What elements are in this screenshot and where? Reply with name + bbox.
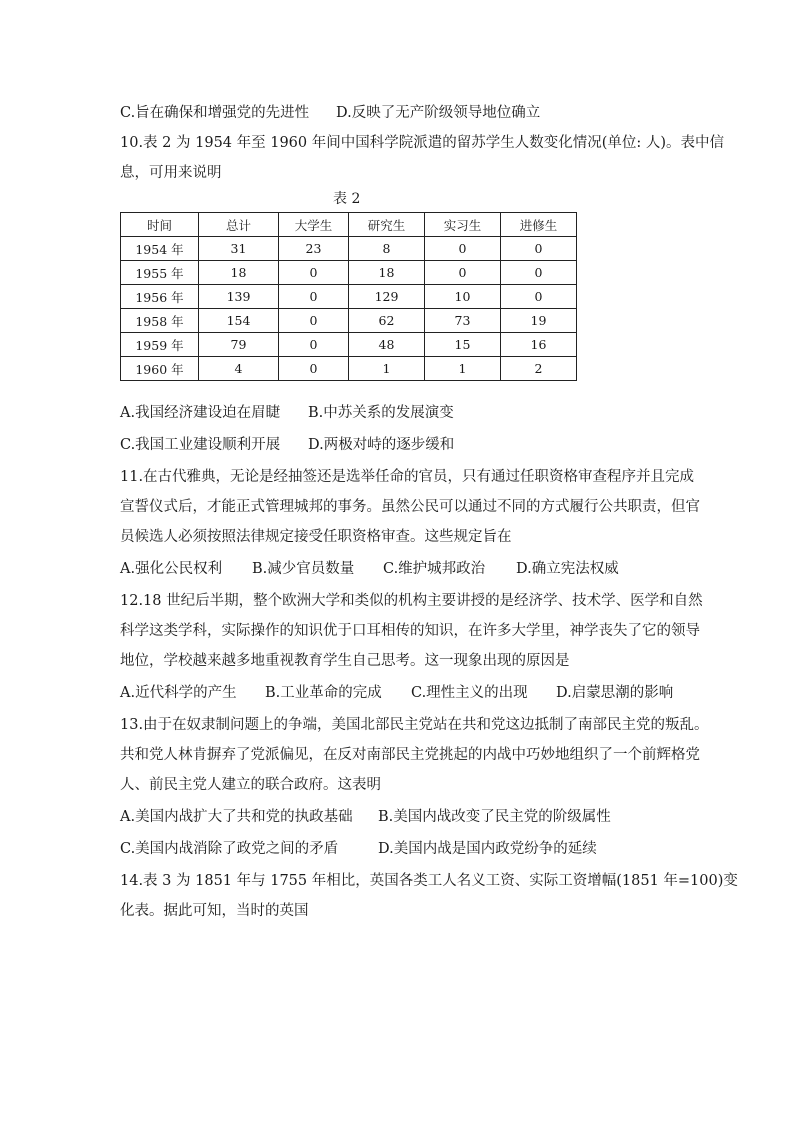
q12-stem-line-1: 12.18 世纪后半期，整个欧洲大学和类似的机构主要讲授的是经济学、技术学、医学和自然 <box>120 593 703 609</box>
header-cell: 总计 <box>199 213 279 237</box>
table-cell: 18 <box>349 261 425 285</box>
table-cell: 1 <box>349 357 425 381</box>
q10-option-d: D.两极对峙的逐步缓和 <box>308 437 455 453</box>
table-cell: 1 <box>425 357 501 381</box>
table-row <box>121 309 577 333</box>
table-cell: 0 <box>425 261 501 285</box>
table-row <box>121 357 577 381</box>
q11-option-b: B.减少官员数量 <box>252 561 355 577</box>
table-cell: 129 <box>349 285 425 309</box>
table-cell: 16 <box>501 333 577 357</box>
table-cell: 1955 年 <box>121 261 199 285</box>
q13-option-a: A.美国内战扩大了共和党的执政基础 <box>120 809 353 825</box>
q10-option-c: C.我国工业建设顺利开展 <box>120 437 281 453</box>
q14-stem-line-2: 化表。据此可知，当时的英国 <box>120 903 309 919</box>
q11-option-c: C.维护城邦政治 <box>383 561 486 577</box>
table-row <box>121 261 577 285</box>
table-cell: 0 <box>501 261 577 285</box>
q13-stem-line-2: 共和党人林肯摒弃了党派偏见，在反对南部民主党挑起的内战中巧妙地组织了一个前辉格党 <box>120 747 700 763</box>
q11-option-a: A.强化公民权利 <box>120 561 223 577</box>
header-cell: 实习生 <box>425 213 501 237</box>
q11-stem-line-2: 宣誓仪式后，才能正式管理城邦的事务。虽然公民可以通过不同的方式履行公共职责，但官 <box>120 499 700 515</box>
q13-stem-line-1: 13.由于在奴隶制问题上的争端，美国北部民主党站在共和党这边抵制了南部民主党的叛乱。 <box>120 717 709 733</box>
q9-option-d: D.反映了无产阶级领导地位确立 <box>336 105 541 121</box>
table-cell: 2 <box>501 357 577 381</box>
table-cell: 1954 年 <box>121 237 199 261</box>
q12-option-d: D.启蒙思潮的影响 <box>556 685 674 701</box>
table-cell: 1959 年 <box>121 333 199 357</box>
table-row <box>121 285 577 309</box>
q12-stem-line-3: 地位，学校越来越多地重视教育学生自己思考。这一现象出现的原因是 <box>120 653 570 669</box>
table-row <box>121 237 577 261</box>
table-cell: 62 <box>349 309 425 333</box>
q14-stem-line-1: 14.表 3 为 1851 年与 1755 年相比，英国各类工人名义工资、实际工资增幅(1851 年=100)变 <box>120 873 738 889</box>
header-cell: 研究生 <box>349 213 425 237</box>
q10-option-b: B.中苏关系的发展演变 <box>308 405 454 421</box>
study-abroad-table <box>120 212 577 381</box>
table-caption: 表 2 <box>333 191 361 207</box>
header-cell: 时间 <box>121 213 199 237</box>
q11-option-d: D.确立宪法权威 <box>516 561 619 577</box>
table-cell: 19 <box>501 309 577 333</box>
table-cell: 139 <box>199 285 279 309</box>
table-cell: 10 <box>425 285 501 309</box>
table-cell: 1960 年 <box>121 357 199 381</box>
q13-option-b: B.美国内战改变了民主党的阶级属性 <box>378 809 611 825</box>
header-cell: 进修生 <box>501 213 577 237</box>
q12-stem-line-2: 科学这类学科，实际操作的知识优于口耳相传的知识，在许多大学里，神学丧失了它的领导 <box>120 623 700 639</box>
header-cell: 大学生 <box>279 213 349 237</box>
table-cell: 0 <box>501 285 577 309</box>
table-cell: 31 <box>199 237 279 261</box>
q13-option-c: C.美国内战消除了政党之间的矛盾 <box>120 841 339 857</box>
table-cell: 1956 年 <box>121 285 199 309</box>
table-cell: 23 <box>279 237 349 261</box>
q10-stem-line-1: 10.表 2 为 1954 年至 1960 年间中国科学院派遣的留苏学生人数变化情况(单位: 人)。表中信 <box>120 135 725 151</box>
table-cell: 0 <box>279 357 349 381</box>
q9-option-c: C.旨在确保和增强党的先进性 <box>120 105 310 121</box>
table-row <box>121 333 577 357</box>
q12-option-c: C.理性主义的出现 <box>411 685 528 701</box>
table-cell: 8 <box>349 237 425 261</box>
q11-stem-line-3: 员候选人必须按照法律规定接受任职资格审查。这些规定旨在 <box>120 529 512 545</box>
q11-stem-line-1: 11.在古代雅典，无论是经抽签还是选举任命的官员，只有通过任职资格审查程序并且完成 <box>120 469 695 485</box>
q13-stem-line-3: 人、前民主党人建立的联合政府。这表明 <box>120 777 381 793</box>
q10-option-a: A.我国经济建设迫在眉睫 <box>120 405 281 421</box>
table-cell: 1958 年 <box>121 309 199 333</box>
table-cell: 0 <box>425 237 501 261</box>
table-cell: 0 <box>279 333 349 357</box>
table-cell: 0 <box>279 285 349 309</box>
table-cell: 48 <box>349 333 425 357</box>
table-cell: 0 <box>279 309 349 333</box>
q12-option-b: B.工业革命的完成 <box>265 685 382 701</box>
table-cell: 79 <box>199 333 279 357</box>
table-cell: 0 <box>501 237 577 261</box>
table-cell: 154 <box>199 309 279 333</box>
table-cell: 15 <box>425 333 501 357</box>
table-cell: 73 <box>425 309 501 333</box>
q10-stem-line-2: 息，可用来说明 <box>120 165 222 181</box>
q13-option-d: D.美国内战是国内政党纷争的延续 <box>378 841 597 857</box>
table-cell: 4 <box>199 357 279 381</box>
table-cell: 18 <box>199 261 279 285</box>
table-header-row <box>121 213 577 237</box>
table-cell: 0 <box>279 261 349 285</box>
q12-option-a: A.近代科学的产生 <box>120 685 237 701</box>
